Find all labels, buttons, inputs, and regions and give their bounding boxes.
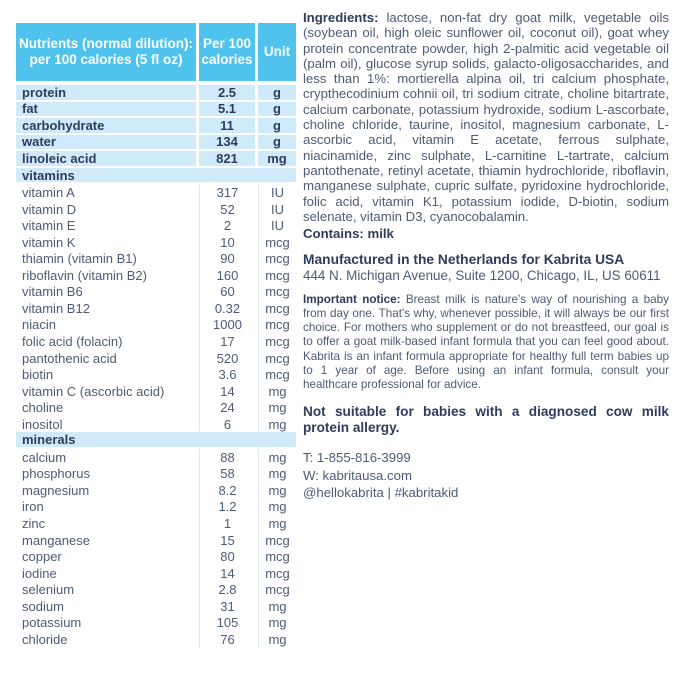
nutrient-name: calcium xyxy=(22,449,67,465)
nutrient-unit: mg xyxy=(258,499,296,516)
nutrient-unit: mcg xyxy=(258,366,296,383)
label-text-column xyxy=(303,10,669,502)
nutrient-row xyxy=(16,598,296,615)
nutrient-unit: mcg xyxy=(258,548,296,565)
nutrient-value: 80 xyxy=(199,548,255,565)
nutrient-row xyxy=(16,399,296,416)
nutrient-value: 2 xyxy=(199,217,255,234)
nutrient-unit: mg xyxy=(258,615,296,632)
nutrient-unit: IU xyxy=(258,201,296,218)
nutrient-value: 14 xyxy=(199,565,255,582)
nutrient-row xyxy=(16,366,296,383)
nutrient-value: 520 xyxy=(199,350,255,367)
nutrient-row xyxy=(16,631,296,648)
nutrient-row xyxy=(16,532,296,549)
header-per100-line1: Per 100 xyxy=(202,36,252,52)
nutrient-value: 15 xyxy=(199,532,255,549)
contact-block xyxy=(303,449,669,502)
nutrient-name: vitamin A xyxy=(22,185,75,201)
nutrient-value: 3.6 xyxy=(199,366,255,383)
nutrient-row xyxy=(16,565,296,582)
nutrient-name: selenium xyxy=(22,582,75,598)
nutrient-unit: mg xyxy=(258,631,296,648)
nutrient-name: iodine xyxy=(22,565,57,581)
nutrient-name: iron xyxy=(22,499,44,515)
nutrient-name: magnesium xyxy=(22,482,90,498)
nutrient-name: vitamin K xyxy=(22,234,76,250)
nutrient-name: vitamin E xyxy=(22,218,76,234)
nutrient-value: 0.32 xyxy=(199,300,255,317)
nutrient-row xyxy=(16,615,296,632)
nutrient-unit: mg xyxy=(258,416,296,433)
nutrient-unit: mcg xyxy=(258,581,296,598)
nutrient-row xyxy=(16,118,296,135)
nutrient-name: sodium xyxy=(22,598,64,614)
nutrient-row xyxy=(16,234,296,251)
nutrient-value: 1 xyxy=(199,515,255,532)
nutrient-value: 76 xyxy=(199,631,255,648)
nutrient-value: 317 xyxy=(199,184,255,201)
section-header-row xyxy=(16,168,296,185)
nutrient-value: 160 xyxy=(199,267,255,284)
nutrient-name: vitamin D xyxy=(22,201,77,217)
nutrient-row xyxy=(16,267,296,284)
header-nutrients xyxy=(16,23,196,81)
nutrient-value: 2.8 xyxy=(199,581,255,598)
nutrient-row xyxy=(16,217,296,234)
nutrient-unit: mcg xyxy=(258,300,296,317)
nutrient-unit: mcg xyxy=(258,532,296,549)
nutrient-value: 58 xyxy=(199,466,255,483)
nutrient-unit: IU xyxy=(258,217,296,234)
nutrient-name: riboflavin (vitamin B2) xyxy=(22,267,147,283)
section-label: vitamins xyxy=(22,167,75,183)
nutrient-name: pantothenic acid xyxy=(22,350,117,366)
nutrient-name: vitamin C (ascorbic acid) xyxy=(22,383,165,399)
nutrient-unit: mcg xyxy=(258,250,296,267)
nutrient-value: 1.2 xyxy=(199,499,255,516)
nutrient-unit: g xyxy=(258,102,296,117)
nutrient-value: 31 xyxy=(199,598,255,615)
manufacturer-block xyxy=(303,252,669,284)
nutrient-value: 821 xyxy=(199,151,255,166)
section-header-row xyxy=(16,432,296,449)
nutrient-value: 1000 xyxy=(199,317,255,334)
nutrient-name: choline xyxy=(22,400,64,416)
nutrient-unit: mg xyxy=(258,482,296,499)
nutrient-value: 10 xyxy=(199,234,255,251)
nutrient-value: 6 xyxy=(199,416,255,433)
nutrient-name: linoleic acid xyxy=(16,151,196,166)
nutrient-value: 134 xyxy=(199,135,255,150)
nutrient-row xyxy=(16,201,296,218)
nutrient-row xyxy=(16,135,296,152)
nutrient-name: inositol xyxy=(22,416,63,432)
nutrient-name: potassium xyxy=(22,615,82,631)
nutrient-row xyxy=(16,383,296,400)
nutrient-name: protein xyxy=(16,85,196,100)
nutrient-value: 24 xyxy=(199,399,255,416)
nutrient-value: 8.2 xyxy=(199,482,255,499)
manufacturer-address: 444 N. Michigan Avenue, Suite 1200, Chicago, IL, US 60611 xyxy=(303,268,661,284)
nutrient-row xyxy=(16,449,296,466)
nutrient-row xyxy=(16,284,296,301)
nutrient-name: vitamin B6 xyxy=(22,284,83,300)
header-nutrients-line2: per 100 calories (5 fl oz) xyxy=(29,52,183,67)
header-per-100-calories xyxy=(199,23,255,81)
header-unit xyxy=(258,23,296,81)
ingredients-label: Ingredients: xyxy=(303,10,379,25)
nutrient-unit: mg xyxy=(258,383,296,400)
allergy-warning: Not suitable for babies with a diagnosed cow milk protein allergy. xyxy=(303,403,669,436)
important-notice-label: Important notice: xyxy=(303,293,401,307)
nutrient-unit: g xyxy=(258,135,296,150)
nutrient-unit: mg xyxy=(258,466,296,483)
nutrient-name: folic acid (folacin) xyxy=(22,333,123,349)
nutrient-row xyxy=(16,548,296,565)
table-body xyxy=(16,85,296,648)
nutrient-unit: mg xyxy=(258,515,296,532)
nutrient-value: 17 xyxy=(199,333,255,350)
nutrient-row xyxy=(16,515,296,532)
nutrient-row xyxy=(16,416,296,433)
nutrient-name: chloride xyxy=(22,631,68,647)
nutrient-name: carbohydrate xyxy=(16,118,196,133)
contact-phone: T: 1-855-816-3999 xyxy=(303,450,411,466)
nutrient-name: niacin xyxy=(22,317,56,333)
nutrient-row xyxy=(16,466,296,483)
nutrient-unit: mcg xyxy=(258,234,296,251)
header-per100-line2: calories xyxy=(201,52,253,67)
nutrient-row xyxy=(16,317,296,334)
nutrient-value: 60 xyxy=(199,284,255,301)
nutrient-value: 2.5 xyxy=(199,85,255,100)
contains-statement: Contains: milk xyxy=(303,226,394,242)
nutrient-value: 11 xyxy=(199,118,255,133)
nutrient-unit: g xyxy=(258,118,296,133)
nutrient-row xyxy=(16,333,296,350)
nutrient-name: water xyxy=(16,135,196,150)
nutrient-name: phosphorus xyxy=(22,466,90,482)
nutrient-row xyxy=(16,350,296,367)
header-nutrients-line1: Nutrients (normal dilution): xyxy=(19,36,193,52)
manufacturer-line: Manufactured in the Netherlands for Kabrita USA xyxy=(303,252,625,268)
nutrient-value: 52 xyxy=(199,201,255,218)
nutrient-unit: mg xyxy=(258,449,296,466)
nutrient-name: biotin xyxy=(22,367,54,383)
nutrient-unit: mcg xyxy=(258,284,296,301)
nutrient-unit: mcg xyxy=(258,350,296,367)
nutrient-value: 105 xyxy=(199,615,255,632)
nutrient-value: 5.1 xyxy=(199,102,255,117)
nutrient-name: thiamin (vitamin B1) xyxy=(22,251,137,267)
nutrient-row xyxy=(16,151,296,168)
nutrient-name: manganese xyxy=(22,532,90,548)
nutrient-unit: mcg xyxy=(258,333,296,350)
ingredients-paragraph xyxy=(303,10,669,224)
nutrient-row xyxy=(16,581,296,598)
nutrient-row xyxy=(16,499,296,516)
nutrient-name: copper xyxy=(22,549,62,565)
nutrient-unit: mcg xyxy=(258,565,296,582)
nutrient-unit: mcg xyxy=(258,317,296,334)
nutrient-unit: mcg xyxy=(258,267,296,284)
nutrient-row xyxy=(16,85,296,102)
nutrient-name: vitamin B12 xyxy=(22,300,90,316)
nutrient-name: zinc xyxy=(22,515,46,531)
ingredients-text: lactose, non-fat dry goat milk, vegetable oils (soybean oil, high oleic sunflower oil, coconut oil), goat whey protein concentrate powder, high 2-palmitic acid vegetable oil (palm oil), glucose syrup solids, galacto-oligosaccharides, and less than 1%: mortierella alpina oil, tri calcium phosphate, crypthecodinium cohnii oil, tri sodium citrate, choline bitartrate, calcium carbonate, potassium hydroxide, sodium L-ascorbate, choline chloride, taurine, inositol, magnesium carbonate, L-ascorbic acid, vitamin E acetate, ferrous sulphate, niacinamide, zinc sulphate, L-carnitine L-tartrate, calcium pantothenate, retinyl acetate, thiamin hydrochloride, riboflavin, manganese sulphate, cupric sulfate, pyridoxine hydrochloride, folic acid, vitamin K1, potassium iodide, D-biotin, sodium selenate, vitamin D3, cyanocobalamin. xyxy=(303,10,669,224)
nutrient-unit: IU xyxy=(258,184,296,201)
nutrient-value: 90 xyxy=(199,250,255,267)
important-notice-text: Breast milk is nature's way of nourishing a baby from day one. That's why, whenever possible, it will always be our first choice. For mothers who supplement or do not breastfeed, our goal is to offer a goat milk-based infant formula that you can feel good about. Kabrita is an infant formula appropriate for healthy full term babies up to 1 year of age. Before using an infant formula, consult your healthcare professional for advice. xyxy=(303,293,669,391)
nutrient-unit: mg xyxy=(258,151,296,166)
nutrient-unit: mg xyxy=(258,399,296,416)
header-unit-label: Unit xyxy=(263,44,291,60)
nutrition-facts-table xyxy=(16,23,296,648)
nutrient-row xyxy=(16,184,296,201)
nutrient-name: fat xyxy=(16,102,196,117)
nutrient-row xyxy=(16,482,296,499)
important-notice-paragraph xyxy=(303,293,669,392)
nutrient-row xyxy=(16,300,296,317)
nutrient-unit: mg xyxy=(258,598,296,615)
nutrient-row xyxy=(16,102,296,119)
nutrient-row xyxy=(16,250,296,267)
nutrient-unit: g xyxy=(258,85,296,100)
section-label: minerals xyxy=(22,432,76,448)
contact-social: @hellokabrita | #kabritakid xyxy=(303,485,459,501)
contact-website: W: kabritausa.com xyxy=(303,467,412,483)
nutrient-value: 14 xyxy=(199,383,255,400)
table-header-row xyxy=(16,23,296,81)
nutrient-value: 88 xyxy=(199,449,255,466)
